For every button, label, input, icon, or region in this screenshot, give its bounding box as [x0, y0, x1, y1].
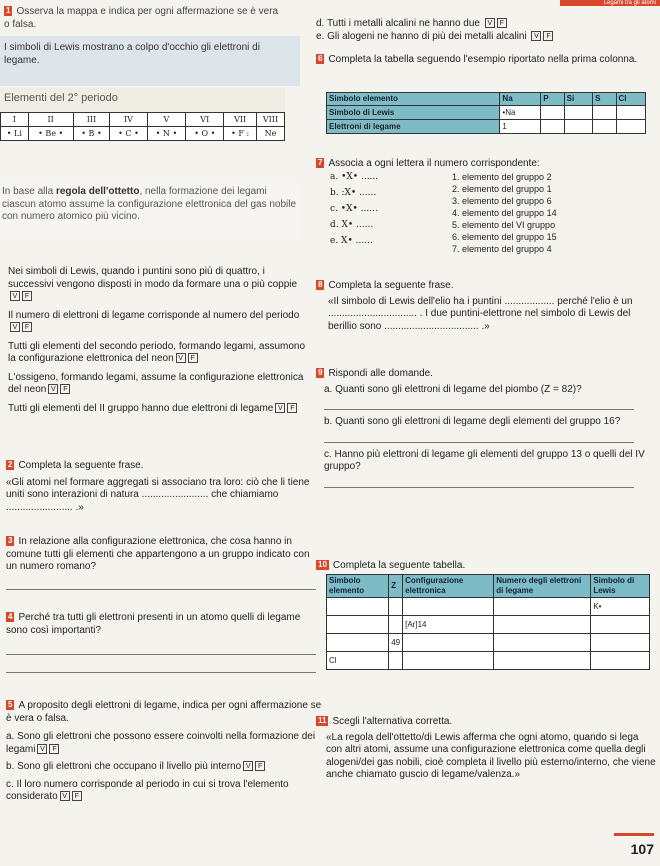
group-option: 3. elemento del gruppo 6	[452, 196, 552, 206]
group-header: II	[28, 113, 73, 127]
group-header: I	[1, 113, 29, 127]
column-header: Numero degli elettroni di legame	[494, 575, 591, 598]
answer-line[interactable]	[324, 476, 634, 488]
table-cell[interactable]	[327, 598, 389, 616]
true-box[interactable]: V	[37, 744, 47, 754]
statement	[6, 761, 322, 774]
lewis-symbol: • B •	[73, 127, 110, 141]
column-header: Si	[564, 93, 592, 106]
table-cell[interactable]	[564, 120, 592, 134]
true-box[interactable]: V	[485, 18, 495, 28]
statement	[8, 403, 308, 416]
lewis-symbol: • Li	[1, 127, 29, 141]
group-option: 6. elemento del gruppo 15	[452, 232, 557, 242]
statement-text: Tutti gli elementi del II gruppo hanno due elettroni di legame	[8, 402, 274, 414]
column-header: Simbolo elemento	[327, 93, 500, 106]
group-header: VI	[186, 113, 224, 127]
lewis-symbol: • O •	[186, 127, 224, 141]
statement	[8, 266, 308, 304]
statement	[6, 779, 322, 804]
table-row	[327, 120, 646, 134]
lewis-symbol: • F :	[224, 127, 257, 141]
table-row	[327, 634, 650, 652]
statement-text: Il numero di elettroni di legame corrisponde al numero del periodo	[8, 309, 300, 321]
q8-sentence: «Il simbolo di Lewis dell'elio ha i puntini .................. perché l'elio è un ................................ . I due puntini-elettrone nel simbolo di Lewis del berillio sono .................................. .»	[328, 295, 633, 332]
answer-line[interactable]	[324, 398, 634, 410]
table-cell[interactable]	[593, 106, 616, 120]
true-false-statements	[8, 266, 308, 421]
column-header: Z	[389, 575, 403, 598]
question-4: 4 Perché tra tutti gli elettroni presenti in un atomo quelli di legame sono così importanti?	[6, 612, 322, 673]
lewis-option: e. X• ......	[330, 236, 373, 246]
table-cell[interactable]	[403, 634, 494, 652]
question-1-intro: 1 Osserva la mappa e indica per ogni affermazione se è vera o falsa.	[4, 6, 279, 30]
lewis-option: b. :X• ......	[330, 188, 377, 198]
table-row	[327, 652, 650, 670]
group-option: 5. elemento del VI gruppo	[452, 220, 556, 230]
statement-text: a. Sono gli elettroni che possono essere coinvolti nella formazione dei legami	[6, 731, 316, 755]
group-header: IV	[110, 113, 147, 127]
periodic-table-title: Elementi del 2° periodo	[0, 88, 285, 112]
false-box[interactable]: F	[22, 322, 32, 332]
table-cell[interactable]: [Ar]14	[403, 616, 494, 634]
column-header: P	[541, 93, 564, 106]
column-header: Configurazione elettronica	[403, 575, 494, 598]
table-cell[interactable]	[616, 120, 645, 134]
question-10: 10 Completa la seguente tabella.	[318, 560, 466, 571]
periodic-table-2nd-period	[0, 112, 285, 141]
statement-text: L'ossigeno, formando legami, assume la configurazione elettronica del neon	[8, 371, 304, 395]
table-row	[327, 598, 650, 616]
q9-b: b. Quanti sono gli elettroni di legame degli elementi del gruppo 16?	[324, 416, 621, 427]
lewis-option: c. •X• ......	[330, 204, 378, 214]
table-cell[interactable]	[593, 120, 616, 134]
group-option: 7. elemento del gruppo 4	[452, 244, 552, 254]
statement	[8, 372, 308, 397]
chapter-band: Legami tra gli atomi	[560, 0, 660, 6]
table-cell[interactable]	[389, 598, 403, 616]
table-cell[interactable]: 49	[389, 634, 403, 652]
table-cell[interactable]	[389, 652, 403, 670]
table-row	[327, 616, 650, 634]
column-header: S	[593, 93, 616, 106]
group-header: V	[147, 113, 186, 127]
column-header: Simbolo di Lewis	[591, 575, 650, 598]
table-cell[interactable]: K•	[591, 598, 650, 616]
table-cell[interactable]	[327, 634, 389, 652]
table-cell[interactable]	[389, 616, 403, 634]
table-electron-config	[326, 574, 650, 670]
true-box[interactable]: V	[243, 761, 253, 771]
table-cell[interactable]	[403, 598, 494, 616]
statements-d-e: d. Tutti i metalli alcalini ne hanno due V F e. Gli alogeni ne hanno di più dei metalli alcalini V F	[316, 18, 656, 43]
table-cell[interactable]	[541, 120, 564, 134]
question-5: 5 A proposito degli elettroni di legame, indica per ogni affermazione se è vera o falsa. a. Sono gli elettroni che possono essere coinvolti nella formazione dei legami V F b. Sono gli elettroni che occupano il livello più interno V F c. Il loro numero corrisponde al periodo in cui si trova l'elemento considerato V F	[6, 700, 322, 802]
group-option: 4. elemento del gruppo 14	[452, 208, 557, 218]
q2-sentence: «Gli atomi nel formare aggregati si associano tra loro: ciò che li tiene uniti sono interazioni di natura ........................ che chiamiamo ........................ .»	[6, 476, 310, 513]
false-box[interactable]: F	[22, 291, 32, 301]
table-cell[interactable]	[494, 652, 591, 670]
question-11: 11 Scegli l'alternativa corretta. «La regola dell'ottetto/di Lewis afferma che ogni atomo, quando si lega con altri atomi, assume una configurazione elettronica come quella degli alogeni/dei gas nobili, cioè completa il livello più esterno/interno, che viene anche chiamato guscio di legame/valenza.»	[318, 716, 656, 780]
lewis-symbol: • N •	[147, 127, 186, 141]
lewis-symbol: • Be •	[28, 127, 73, 141]
statement	[8, 341, 308, 366]
table-cell[interactable]: 1	[500, 120, 541, 134]
table-row	[327, 106, 646, 120]
lewis-note-box: I simboli di Lewis mostrano a colpo d'occhio gli elettroni di legame.	[0, 36, 300, 86]
column-header: Na	[500, 93, 541, 106]
false-box[interactable]: F	[60, 384, 70, 394]
lewis-symbol: Ne	[257, 127, 285, 141]
group-header: VIII	[257, 113, 285, 127]
table-cell[interactable]	[616, 106, 645, 120]
q7-group-list	[452, 172, 652, 256]
row-header: Simbolo di Lewis	[327, 106, 500, 120]
q7-lewis-list	[330, 172, 450, 252]
table-cell[interactable]	[591, 616, 650, 634]
question-9: 9 Rispondi alle domande. a. Quanti sono gli elettroni di legame del piombo (Z = 82)? b. Quanti sono gli elettroni di legame degli elementi del gruppo 16? c. Hanno più elettroni di legame gli elementi del gruppo 13 o quelli del IV gruppo?	[316, 368, 656, 494]
false-box[interactable]: F	[255, 761, 265, 771]
lewis-option: a. •X• ......	[330, 172, 379, 182]
table-cell[interactable]	[591, 634, 650, 652]
true-box[interactable]: V	[60, 791, 70, 801]
false-box[interactable]: F	[188, 353, 198, 363]
group-header: III	[73, 113, 110, 127]
question-2: 2 Completa la seguente frase. «Gli atomi nel formare aggregati si associano tra loro: ciò che li tiene uniti sono interazioni di natura ........................ che chiamiamo ........................ .»	[6, 460, 322, 514]
lewis-symbol: • C •	[110, 127, 147, 141]
table-lewis-symbols	[326, 92, 646, 134]
false-box[interactable]: F	[49, 744, 59, 754]
table-header	[327, 575, 650, 598]
octet-rule-box: In base alla regola dell'ottetto, nella formazione dei legami ciascun atomo assume la configurazione elettronica del gas nobile con numero atomico più vicino.	[0, 182, 300, 238]
false-box[interactable]: F	[497, 18, 507, 28]
statement-text: c. Il loro numero corrisponde al periodo in cui si trova l'elemento considerato	[6, 778, 289, 802]
true-box[interactable]: V	[275, 403, 285, 413]
true-box[interactable]: V	[531, 31, 541, 41]
lewis-option: d. X• ......	[330, 220, 374, 230]
page-number: 107	[630, 840, 654, 857]
row-header: Elettroni di legame	[327, 120, 500, 134]
true-box[interactable]: V	[176, 353, 186, 363]
answer-line[interactable]	[6, 643, 316, 655]
answer-line[interactable]	[6, 578, 316, 590]
statement-text: Tutti gli elementi del secondo periodo, formando legami, assumono la configurazione elettronica del neon	[8, 340, 306, 364]
question-7: 7 Associa a ogni lettera il numero corrispondente:	[318, 158, 540, 169]
table-cell[interactable]	[327, 616, 389, 634]
table-header	[327, 93, 646, 106]
footer-rule	[614, 833, 654, 836]
true-box[interactable]: V	[10, 322, 20, 332]
q9-c: c. Hanno più elettroni di legame gli elementi del gruppo 13 o quelli del IV gruppo?	[324, 448, 645, 472]
false-box[interactable]: F	[287, 403, 297, 413]
answer-line[interactable]	[324, 431, 634, 443]
table-cell[interactable]	[541, 106, 564, 120]
table-cell[interactable]	[564, 106, 592, 120]
table-cell[interactable]	[494, 634, 591, 652]
true-box[interactable]: V	[10, 291, 20, 301]
group-header: VII	[224, 113, 257, 127]
question-8: 8 Completa la seguente frase. «Il simbolo di Lewis dell'elio ha i puntini .................. perché l'elio è un ................................ . I due puntini-elettrone nel simbolo di Lewis del berillio sono .................................. .»	[316, 280, 656, 333]
false-box[interactable]: F	[543, 31, 553, 41]
table-cell[interactable]: Cl	[327, 652, 389, 670]
column-header: Simbolo elemento	[327, 575, 389, 598]
question-3: 3 In relazione alla configurazione elettronica, che cosa hanno in comune tutti gli elementi che appartengono a un gruppo indicato con un numero romano?	[6, 536, 322, 590]
table-cell[interactable]	[591, 652, 650, 670]
answer-line[interactable]	[6, 661, 316, 673]
group-option: 1. elemento del gruppo 2	[452, 172, 552, 182]
statement	[6, 731, 322, 756]
table-cell[interactable]	[494, 616, 591, 634]
false-box[interactable]: F	[72, 791, 82, 801]
true-box[interactable]: V	[48, 384, 58, 394]
table-cell[interactable]: •Na	[500, 106, 541, 120]
q11-sentence: «La regola dell'ottetto/di Lewis afferma che ogni atomo, quando si lega con altri atomi, assume una configurazione elettronica come quella degli alogeni/dei gas nobili, cioè completa il livello più esterno/interno, che viene anche chiamato guscio di legame/valenza.»	[326, 731, 656, 780]
statement	[8, 310, 308, 335]
statement-text: Nei simboli di Lewis, quando i puntini sono più di quattro, i successivi vengono disposti in modo da formare una o più coppie	[8, 266, 298, 290]
question-6: 6 Completa la tabella seguendo l'esempio riportato nella prima colonna.	[318, 54, 638, 65]
column-header: Cl	[616, 93, 645, 106]
table-cell[interactable]	[494, 598, 591, 616]
statement-text: b. Sono gli elettroni che occupano il livello più interno	[6, 761, 242, 772]
group-option: 2. elemento del gruppo 1	[452, 184, 552, 194]
table-cell[interactable]	[403, 652, 494, 670]
q9-a: a. Quanti sono gli elettroni di legame del piombo (Z = 82)?	[324, 383, 582, 395]
